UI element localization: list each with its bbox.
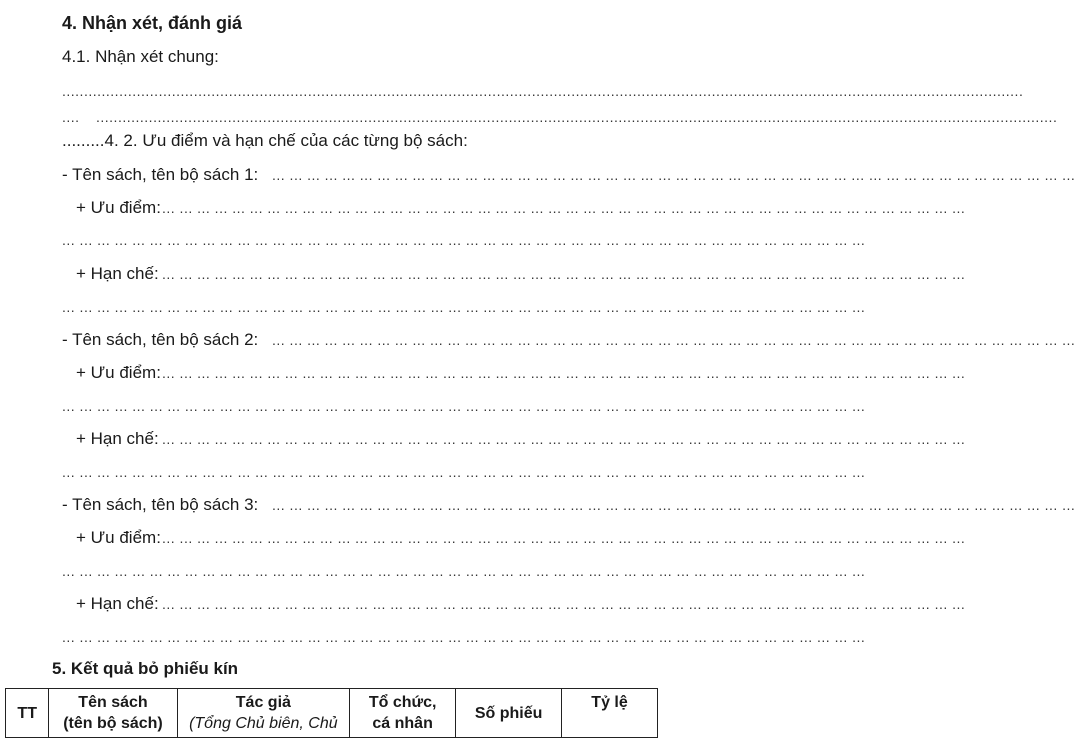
dotted-fill-line: ... ... ... ... ... ... ... ... ... ... ... ... ... ... ... ... ... ... ... ... ... ... ... ... ... ... ... ... ... ... ... ... ... ... ... ... ... ... ... ... ... ... ... ... ... ...	[162, 266, 966, 282]
col-org-line2: cá nhân	[372, 715, 433, 732]
dotted-prefix: .........	[62, 131, 105, 150]
col-book-line1: Tên sách	[78, 694, 148, 711]
dotted-fill-line: ... ... ... ... ... ... ... ... ... ... ... ... ... ... ... ... ... ... ... ... ... ... ... ... ... ... ... ... ... ... ... ... ... ... ... ... ... ... ... ... ... ... ... ... ... ...	[62, 464, 866, 480]
col-book	[49, 689, 177, 738]
col-author-line2: (Tổng Chủ biên, Chủ	[189, 715, 338, 732]
section-4-1-heading: 4.1. Nhận xét chung:	[62, 47, 219, 66]
dotted-fill-line: ...........................................................................................................................................................................................................................	[96, 109, 1058, 125]
dotted-fill-line: ... ... ... ... ... ... ... ... ... ... ... ... ... ... ... ... ... ... ... ... ... ... ... ... ... ... ... ... ... ... ... ... ... ... ... ... ... ... ... ... ... ... ... ... ... ...	[62, 563, 866, 579]
table-header-row	[6, 689, 658, 738]
col-book-line2: (tên bộ sách)	[63, 715, 163, 732]
dotted-fill-short: ....	[62, 109, 80, 125]
section-4-2-heading	[62, 130, 468, 152]
book-2-label: - Tên sách, tên bộ sách 2:	[62, 330, 259, 349]
book-3-label: - Tên sách, tên bộ sách 3:	[62, 495, 259, 514]
dotted-fill-line: ... ... ... ... ... ... ... ... ... ... ... ... ... ... ... ... ... ... ... ... ... ... ... ... ... ... ... ... ... ... ... ... ... ... ... ... ... ... ... ... ... ... ... ... ... ...	[62, 629, 866, 645]
section-5-heading: 5. Kết quả bỏ phiếu kín	[52, 659, 239, 678]
book-1-cons-label: + Hạn chế:	[76, 264, 159, 283]
book-3-pros-label: + Ưu điểm:	[76, 528, 161, 547]
book-1-pros-label: + Ưu điểm:	[76, 198, 161, 217]
dotted-fill-line: ... ... ... ... ... ... ... ... ... ... ... ... ... ... ... ... ... ... ... ... ... ... ... ... ... ... ... ... ... ... ... ... ... ... ... ... ... ... ... ... ... ... ... ... ... ...	[272, 332, 1075, 348]
col-org-line1: Tổ chức,	[368, 694, 437, 711]
col-rate: Tỷ lệ	[562, 689, 658, 738]
book-3-cons-label: + Hạn chế:	[76, 594, 159, 613]
col-author-line1: Tác giả	[235, 694, 291, 711]
dotted-fill-line: ... ... ... ... ... ... ... ... ... ... ... ... ... ... ... ... ... ... ... ... ... ... ... ... ... ... ... ... ... ... ... ... ... ... ... ... ... ... ... ... ... ... ... ... ... ...	[162, 431, 966, 447]
col-tt: TT	[6, 689, 49, 738]
book-2-cons-label: + Hạn chế:	[76, 429, 159, 448]
dotted-fill-line: ... ... ... ... ... ... ... ... ... ... ... ... ... ... ... ... ... ... ... ... ... ... ... ... ... ... ... ... ... ... ... ... ... ... ... ... ... ... ... ... ... ... ... ... ... ...	[162, 365, 966, 381]
dotted-fill-line: ... ... ... ... ... ... ... ... ... ... ... ... ... ... ... ... ... ... ... ... ... ... ... ... ... ... ... ... ... ... ... ... ... ... ... ... ... ... ... ... ... ... ... ... ... ...	[272, 167, 1075, 183]
dotted-fill-line: ... ... ... ... ... ... ... ... ... ... ... ... ... ... ... ... ... ... ... ... ... ... ... ... ... ... ... ... ... ... ... ... ... ... ... ... ... ... ... ... ... ... ... ... ... ...	[162, 530, 966, 546]
dotted-fill-line: ... ... ... ... ... ... ... ... ... ... ... ... ... ... ... ... ... ... ... ... ... ... ... ... ... ... ... ... ... ... ... ... ... ... ... ... ... ... ... ... ... ... ... ... ... ...	[272, 497, 1075, 513]
dotted-fill-line: ... ... ... ... ... ... ... ... ... ... ... ... ... ... ... ... ... ... ... ... ... ... ... ... ... ... ... ... ... ... ... ... ... ... ... ... ... ... ... ... ... ... ... ... ... ...	[162, 596, 966, 612]
col-org	[350, 689, 456, 738]
section-4-heading: 4. Nhận xét, đánh giá	[62, 13, 243, 33]
dotted-fill-line: ... ... ... ... ... ... ... ... ... ... ... ... ... ... ... ... ... ... ... ... ... ... ... ... ... ... ... ... ... ... ... ... ... ... ... ... ... ... ... ... ... ... ... ... ... ...	[62, 232, 866, 248]
dotted-fill-line: ... ... ... ... ... ... ... ... ... ... ... ... ... ... ... ... ... ... ... ... ... ... ... ... ... ... ... ... ... ... ... ... ... ... ... ... ... ... ... ... ... ... ... ... ... ...	[62, 398, 866, 414]
section-4-2-title: 4. 2. Ưu điểm và hạn chế của các từng bộ sách:	[104, 131, 468, 150]
dotted-fill-line: ...........................................................................................................................................................................................................................	[62, 83, 1024, 99]
vote-results-table	[5, 688, 658, 738]
col-author	[177, 689, 350, 738]
book-2-pros-label: + Ưu điểm:	[76, 363, 161, 382]
book-1-label: - Tên sách, tên bộ sách 1:	[62, 165, 259, 184]
col-votes: Số phiếu	[456, 689, 562, 738]
dotted-fill-line: ... ... ... ... ... ... ... ... ... ... ... ... ... ... ... ... ... ... ... ... ... ... ... ... ... ... ... ... ... ... ... ... ... ... ... ... ... ... ... ... ... ... ... ... ... ...	[162, 200, 966, 216]
dotted-fill-line: ... ... ... ... ... ... ... ... ... ... ... ... ... ... ... ... ... ... ... ... ... ... ... ... ... ... ... ... ... ... ... ... ... ... ... ... ... ... ... ... ... ... ... ... ... ...	[62, 299, 866, 315]
